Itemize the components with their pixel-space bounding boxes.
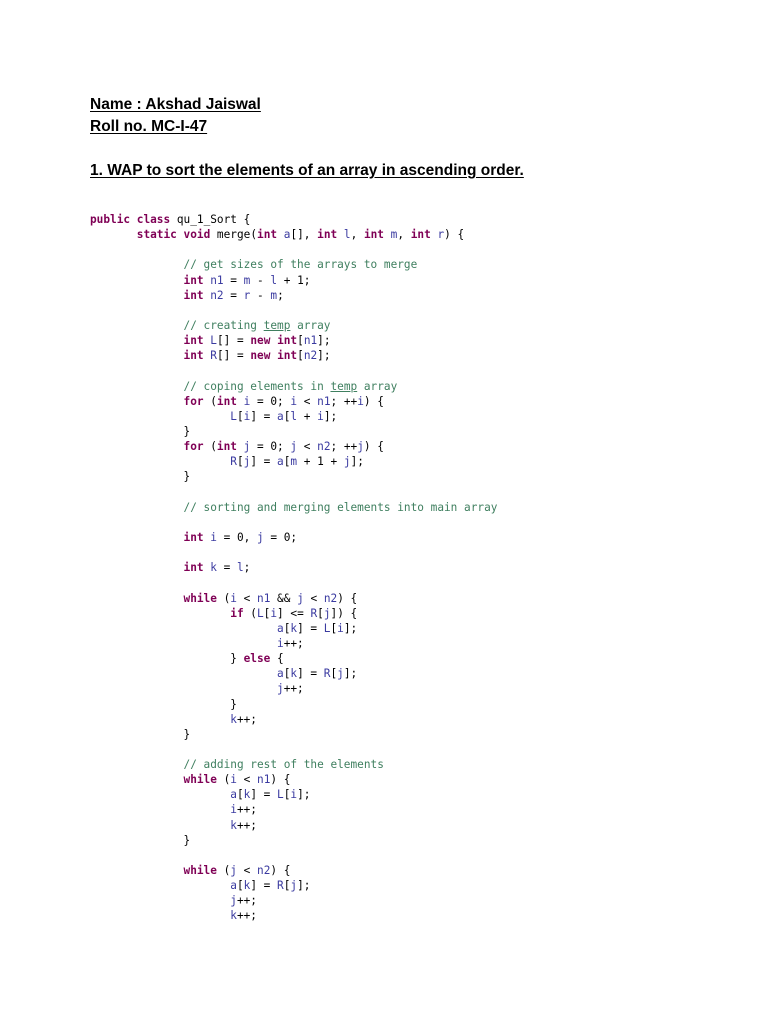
code-line: int n1 = m - l + 1; xyxy=(183,273,311,287)
code-line: static void merge(int a[], int l, int m, int r) { xyxy=(136,228,465,242)
code-line: j++; xyxy=(230,894,257,908)
code-line xyxy=(90,363,497,378)
code-line: public class qu_1_Sort { xyxy=(90,213,251,226)
code-line: i++; xyxy=(230,803,257,817)
code-line: } xyxy=(90,833,191,847)
code-line: int L[] = new int[n1]; xyxy=(183,334,331,348)
code-line: a[k] = R[j]; xyxy=(277,667,358,681)
code-line xyxy=(90,575,497,590)
code-line: R[j] = a[m + 1 + j]; xyxy=(230,455,364,469)
code-line xyxy=(90,303,497,318)
code-line: while (i < n1 && j < n2) { xyxy=(183,591,358,605)
code-line: int k = l; xyxy=(183,561,251,575)
code-line: int R[] = new int[n2]; xyxy=(183,349,331,363)
code-line: k++; xyxy=(230,909,257,923)
code-line: // adding rest of the elements xyxy=(183,758,384,772)
roll-number: Roll no. MC-I-47 xyxy=(90,118,208,135)
code-line: } xyxy=(90,424,191,438)
code-line: } xyxy=(90,470,191,484)
code-line: i++; xyxy=(277,636,304,650)
code-line: int n2 = r - m; xyxy=(183,288,284,302)
code-line xyxy=(90,515,497,530)
question-title: 1. WAP to sort the elements of an array in ascending order. xyxy=(90,162,524,179)
code-line: } xyxy=(90,727,191,741)
code-line xyxy=(90,545,497,560)
code-line xyxy=(90,742,497,757)
code-line: while (i < n1) { xyxy=(183,773,291,787)
code-line: } else { xyxy=(90,652,284,666)
code-line: // coping elements in temp array xyxy=(183,379,398,393)
code-line: a[k] = R[j]; xyxy=(230,879,311,893)
code-line: // get sizes of the arrays to merge xyxy=(183,258,418,272)
code-block xyxy=(90,212,497,924)
student-name: Name : Akshad Jaiswal xyxy=(90,96,261,113)
code-line: k++; xyxy=(230,712,257,726)
code-line: // sorting and merging elements into main array xyxy=(183,500,498,514)
code-line: L[i] = a[l + i]; xyxy=(230,409,338,423)
code-line: a[k] = L[i]; xyxy=(230,788,311,802)
code-line: // creating temp array xyxy=(183,318,331,332)
code-line xyxy=(90,485,497,500)
code-line xyxy=(90,848,497,863)
code-line: a[k] = L[i]; xyxy=(277,621,358,635)
code-line: if (L[i] <= R[j]) { xyxy=(230,606,358,620)
code-line: int i = 0, j = 0; xyxy=(183,530,298,544)
code-line: while (j < n2) { xyxy=(183,864,291,878)
code-line: j++; xyxy=(277,682,304,696)
code-line: } xyxy=(90,697,237,711)
code-line: k++; xyxy=(230,818,257,832)
code-line: for (int i = 0; i < n1; ++i) { xyxy=(183,394,384,408)
code-line xyxy=(90,242,497,257)
code-line: for (int j = 0; j < n2; ++j) { xyxy=(183,440,384,454)
